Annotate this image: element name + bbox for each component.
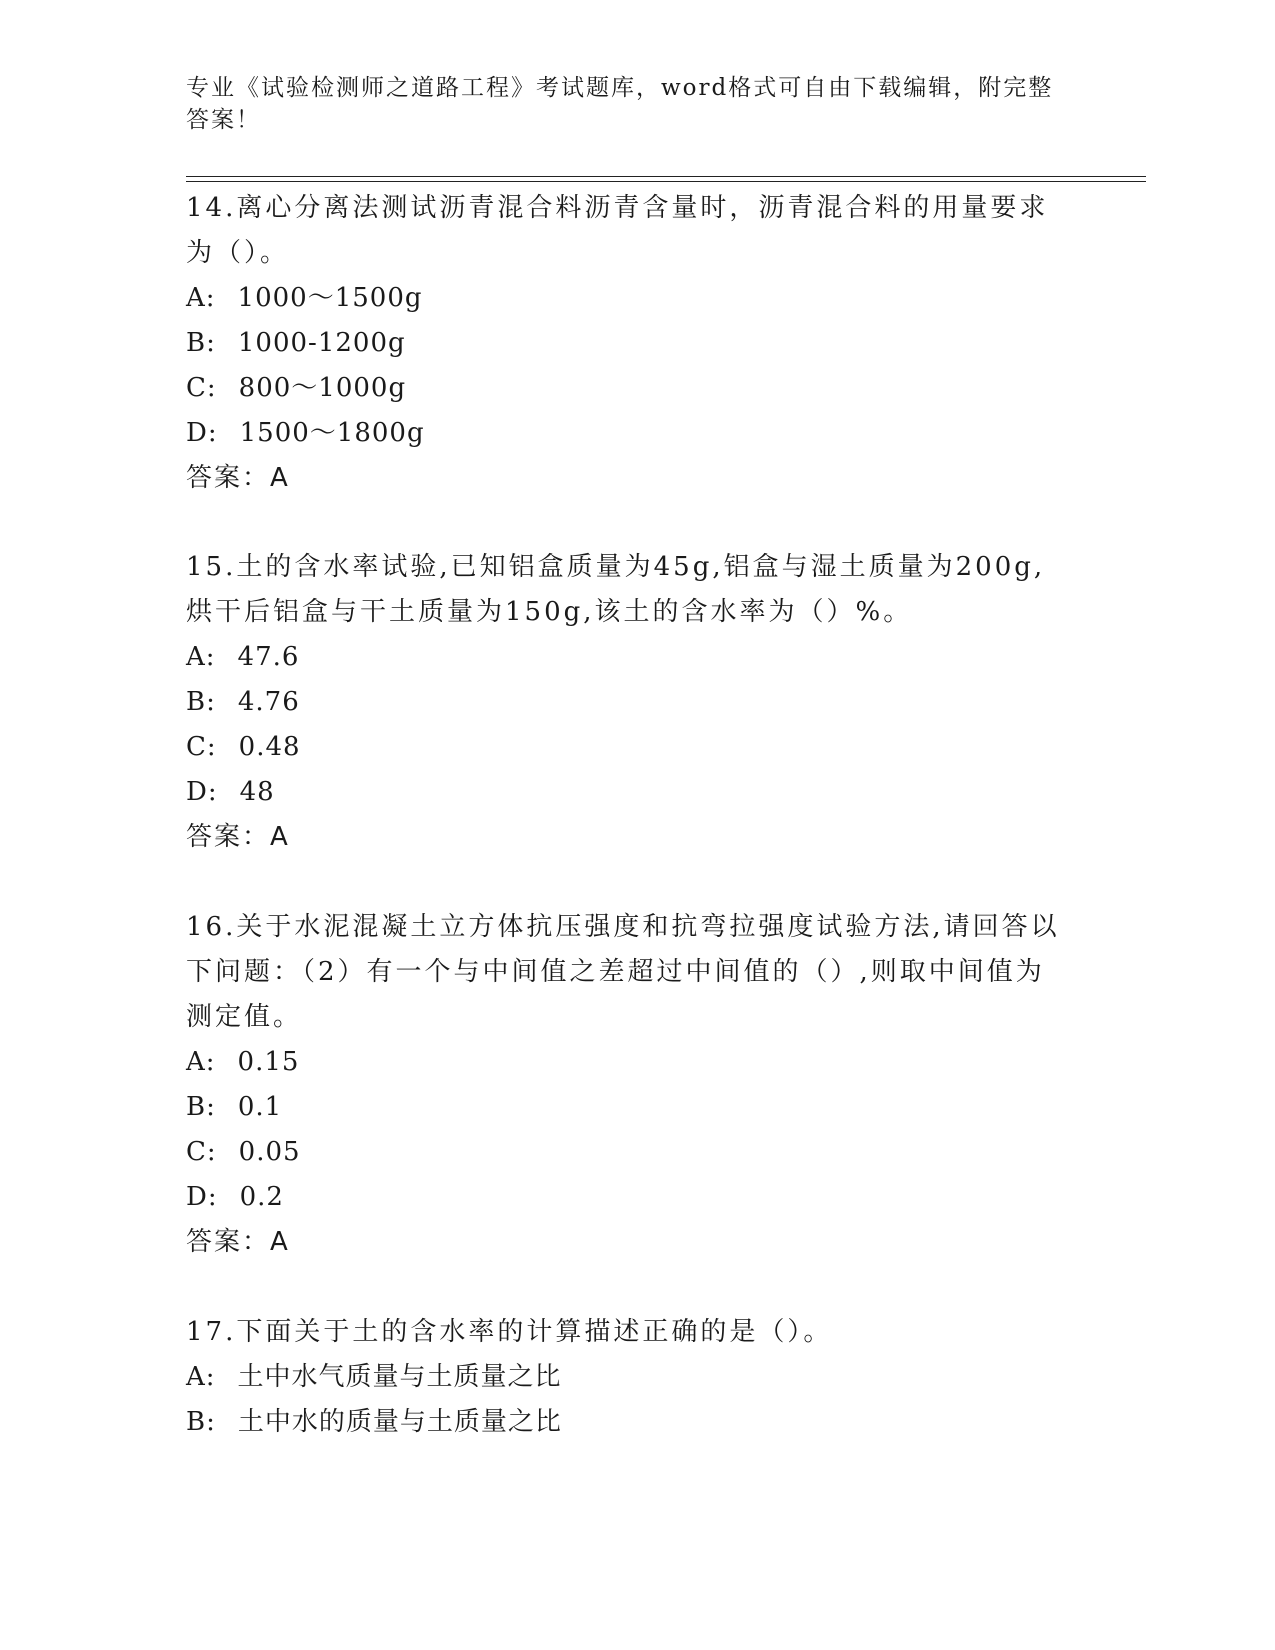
option-b: B: 1000-1200g: [186, 321, 1066, 366]
option-letter: A: [186, 283, 206, 313]
option-letter: A: [186, 1362, 206, 1392]
option-d: D: 48: [186, 770, 1066, 815]
option-text: 土中水气质量与土质量之比: [237, 1362, 562, 1392]
question-stem: 16.关于水泥混凝土立方体抗压强度和抗弯拉强度试验方法,请回答以下问题：（2）有一个与中间值之差超过中间值的（）,则取中间值为测定值。: [186, 912, 1060, 1032]
option-a: A: 1000～1500g: [186, 276, 1066, 321]
question-stem: 14.离心分离法测试沥青混合料沥青含量时，沥青混合料的用量要求为（）。: [186, 193, 1049, 268]
option-b: B: 0.1: [186, 1085, 1066, 1130]
option-letter: D: [186, 1182, 208, 1212]
option-letter: A: [186, 642, 206, 672]
question-17: [186, 1310, 1066, 1445]
option-letter: B: [186, 1407, 207, 1437]
question-15: [186, 545, 1066, 860]
header-divider-bottom: [186, 181, 1146, 182]
option-letter: D: [186, 418, 208, 448]
option-text: 1500～1800g: [239, 418, 425, 448]
option-letter: C: [186, 373, 207, 403]
option-text: 1000-1200g: [237, 328, 406, 358]
question-stem: 17.下面关于土的含水率的计算描述正确的是（）。: [186, 1317, 833, 1347]
option-text: 0.05: [238, 1137, 301, 1167]
option-letter: C: [186, 732, 207, 762]
option-b: B: 4.76: [186, 680, 1066, 725]
option-text: 4.76: [237, 687, 300, 717]
option-letter: B: [186, 1092, 207, 1122]
option-text: 800～1000g: [238, 373, 407, 403]
option-letter: A: [186, 1047, 206, 1077]
option-c: C: 800～1000g: [186, 366, 1066, 411]
option-d: D: 1500～1800g: [186, 411, 1066, 456]
option-a: A: 0.15: [186, 1040, 1066, 1085]
question-14: [186, 186, 1066, 501]
option-a: A: 土中水气质量与土质量之比: [186, 1355, 1066, 1400]
answer-line: 答案：A: [186, 463, 290, 493]
option-letter: D: [186, 777, 208, 807]
option-text: 0.15: [237, 1047, 300, 1077]
option-letter: B: [186, 328, 207, 358]
option-letter: B: [186, 687, 207, 717]
option-b: B: 土中水的质量与土质量之比: [186, 1400, 1066, 1445]
option-text: 0.1: [237, 1092, 283, 1122]
answer-line: 答案：A: [186, 822, 290, 852]
option-text: 48: [239, 777, 275, 807]
option-text: 47.6: [237, 642, 300, 672]
header-divider-top: [186, 176, 1146, 177]
option-d: D: 0.2: [186, 1175, 1066, 1220]
answer-line: 答案：A: [186, 1227, 290, 1257]
question-stem: 15.土的含水率试验,已知铝盒质量为45g,铝盒与湿土质量为200g,烘干后铝盒与干土质量为150g,该土的含水率为（）%。: [186, 552, 1046, 627]
option-c: C: 0.05: [186, 1130, 1066, 1175]
option-letter: C: [186, 1137, 207, 1167]
document-intro: 专业《试验检测师之道路工程》考试题库，word格式可自由下载编辑，附完整答案！: [186, 75, 1054, 133]
option-text: 0.2: [239, 1182, 284, 1212]
option-a: A: 47.6: [186, 635, 1066, 680]
option-text: 0.48: [238, 732, 301, 762]
option-text: 1000～1500g: [237, 283, 423, 313]
question-16: [186, 905, 1066, 1265]
option-text: 土中水的质量与土质量之比: [237, 1407, 562, 1437]
option-c: C: 0.48: [186, 725, 1066, 770]
